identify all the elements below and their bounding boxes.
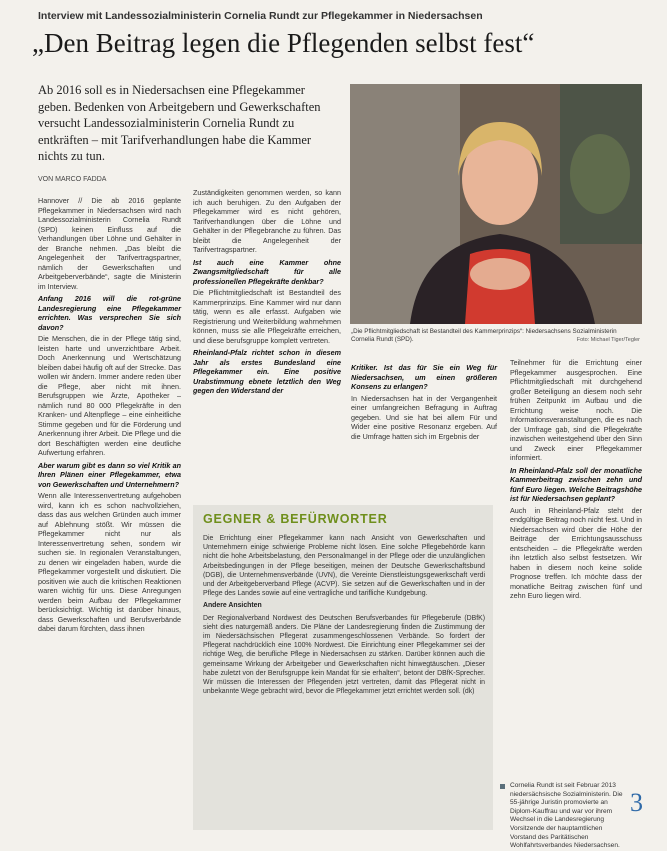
sidebar-paragraph bbox=[203, 614, 485, 697]
interview-paragraph: Zuständigkeiten genommen werden, so kann ich auch beruhigen. Zu den Aufgaben der Pflegekammer wird es nicht gehören, Tarifverhandlungen über die Löhne und Gehälter in der Pflegebranche zu führen. Das bleibt die Angelegenheit der Tarifvertragspartner. bbox=[193, 188, 341, 254]
headline: „Den Beitrag legen die Pflegenden selbst fest“ bbox=[32, 28, 535, 58]
article-column-2 bbox=[193, 188, 341, 500]
interview-question: Rheinland-Pfalz richtet schon in diesem Jahr als erstes Bundesland eine Pflegekammer ein. Eine positive Urabstimmung ebnete letztlich den Weg gegen den Widerstand der bbox=[193, 348, 341, 395]
page-number: 3 bbox=[630, 788, 643, 817]
bio-bullet bbox=[500, 784, 505, 789]
photo-caption: „Die Pflichtmitgliedschaft ist Bestandteil des Kammerprinzips“: Niedersachsens Sozialministerin Cornelia Rundt (SPD). bbox=[351, 328, 617, 343]
interview-paragraph: In Niedersachsen hat in der Vergangenheit einer umfangreichen Befragung in Auftrag gegeben. Und sie hat bei allem Für und Wider eine positive Resonanz ergeben. Auf die Umfrage hatten sich im Ergebnis der bbox=[351, 393, 497, 441]
sidebar-paragraph: Die Errichtung einer Pflegekammer kann nach Ansicht von Gewerkschaften und Unternehmern einige schwierige Probleme nicht lösen. Eine solche Pflegebehörde kann nicht die hohe Arbeitsbelastung, den Personalmangel in der Pflege oder die unzulänglichen Arbeitsbedingungen in der Pflege beseitigen, meinen der Deutsche Gewerkschaftsbund (DGB), die Unternehmensverbände (UVN), die Vereinte Dienstleistungsgewerkschaft verdi und der Arbeitgeberverband Pflege (ACVP). Sie setzen auf die Gewerkschaften und in der Pflege des Landes sowie auf eine vertragliche und tarifliche Kundgebung. bbox=[203, 535, 485, 598]
interview-paragraph: Teilnehmer für die Errichtung einer Pflegekammer ausgesprochen. Eine Pflichtmitgliedschaft mit durchgehend großer Beteiligung an diesem noch sehr frühen Zeitpunkt im Aufbau und die Errichtung weise noch. Die Informationsveranstaltungen, die es nach der Umfrage gab, sind die Pflegekräfte inzwischen weitestgehend über den Sinn und Zweck einer Pflegekammer informiert. bbox=[510, 358, 642, 462]
interview-paragraph: Wenn alle Interessenvertretung aufgehoben wird, kann ich es schon nachvollziehen, dass das aus welchen Gründen auch immer auf Ablehnung stößt. Wir müssen die Pflegekammer nicht nur als Interessenvertretung sehen, sondern wir suchen sie. In regionalen Veranstaltungen, zu denen wir eingeladen haben, wurde die Pflegekammer vorgestellt und diskutiert. Die positiven wie auch die kritischen Reaktionen waren wichtig für uns. Diese Anregungen werden beim Aufbau der Pflegekammer berücksichtigt. Wichtig ist darüber hinaus, dass Gewerkschaften und Berufsverbände dabei darum fürchten, dass ihnen bbox=[38, 491, 181, 633]
interview-question: Anfang 2016 will die rot-grüne Landesregierung eine Pflegekammer errichten. Was versprechen Sie sich davon? bbox=[38, 294, 181, 332]
photo-credit: Foto: Michael Tiger/Tegler bbox=[576, 337, 640, 343]
kicker: Interview mit Landessozialministerin Cornelia Rundt zur Pflegekammer in Niedersachsen bbox=[38, 10, 483, 22]
interview-paragraph: Die Pflichtmitgliedschaft ist Bestandteil des Kammerprinzips. Eine Kammer wird nur dann tätig, wenn es alle erfasst. Aufgaben wie Registrierung und Weiterbildung wahrnehmen können, muss sie alle Pflegekräfte erreichen, und diese berufsgruppe komplett vertreten. bbox=[193, 288, 341, 345]
article-column-4 bbox=[510, 358, 642, 776]
sidebar-box-text bbox=[203, 534, 485, 699]
interview-question: Kritiker. Ist das für Sie ein Weg für Niedersachsen, um einen größeren Konsens zu erlangen? bbox=[351, 363, 497, 391]
interview-question: Aber warum gibt es dann so viel Kritik an Ihren Plänen einer Pflegekammer, etwa von Gewerkschaften und Unternehmern? bbox=[38, 460, 181, 489]
interview-paragraph: Die Menschen, die in der Pflege tätig sind, leisten harte und unverzichtbare Arbeit. Doch Anerkennung und Wertschätzung bleiben dabei häufig oft auf der Strecke. Das wollen wir ändern. Immer andere reden über die Pflege, aber nicht mit ihnen. Berufsgruppen wie Ärzte, Apotheker – nämlich rund 80 000 Pflegekräfte in den Kranken- und Altenpflege – eine einheitliche Stimme gegeben und für die Förderung und Anerkennung ihrer Arbeit. Die Pflege und die dort Beschäftigten werden eine deutliche Aufwertung erfahren. bbox=[38, 334, 181, 457]
sidebar-paragraph-text: Der Regionalverband Nordwest des Deutschen Berufsverbandes für Pflegeberufe (DBfK) sieht dies naturgemäß anders. Die Pläne der Landesregierung finden die Zustimmung der im Niedersächsischen Pflegerat zusammengeschlossenen Verbände. So fordert der Pflegerat nachdrücklich eine 100% Nordwest. Die Einrichtung einer Pflegekammer sei der richtige Weg, die berufliche Pflege in Niedersachsen zu stärken. Darüber können auch die gemeinsame Wirkung der Arbeitgeber und Gewerkschaften nicht hinwegtäuschen. „Dieser habe zuletzt von der Berufsgruppe kein Mandat für sie erhalten“, betont der DBfK-Sprecher. Wir müssen die Interessen der Pflegenden jetzt vertreten, damit das Pflegerat nicht in unbekannte Wege gebracht wird, bevor die Pflegekammer jetzt errichtet werden soll. bbox=[203, 614, 485, 696]
byline: VON MARCO FADDA bbox=[38, 176, 107, 183]
interview-question: In Rheinland-Pfalz soll der monatliche Kammerbeitrag zwischen zehn und fünf Euro liegen. Welche Beitragshöhe ist für Niedersachsen geplant? bbox=[510, 465, 642, 503]
sidebar-subhead: Andere Ansichten bbox=[203, 602, 262, 610]
bio-note: Cornelia Rundt ist seit Februar 2013 niedersächsische Sozialministerin. Die 55-jährige Juristin promovierte an Diplom-Kauffrau und war vor ihrem Wechsel in die Landesregierung Vorsitzende der hauptamtlichen Vorstand des Paritätischen Wohlfahrtsverbandes Niedersachsen. bbox=[510, 782, 623, 850]
interview-paragraph: Hannover // Die ab 2016 geplante Pflegekammer in Niedersachsen wird nach Landessozialministerin Cornelia Rundt (SPD) keinen Einfluss auf die Verhandlungen über Löhne und Gehälter in der Branche nehmen. „Das bleibt die Angelegenheit der Tarifvertragspartner, nämlich der Gewerkschaften und Arbeitgeberverbände“, sagte die Ministerin im Interview. bbox=[38, 196, 181, 291]
sidebar-box-title: GEGNER & BEFÜRWORTER bbox=[203, 512, 388, 526]
article-column-3 bbox=[351, 360, 497, 500]
interview-question: Ist auch eine Kammer ohne Zwangsmitgliedschaft für alle professionellen Pflegekräfte denkbar? bbox=[193, 257, 341, 286]
interview-paragraph: Auch in Rheinland-Pfalz steht der endgültige Beitrag noch nicht fest. Und in Niedersachsen wird über die Höhe der Beiträge der Errichtungsausschuss entscheiden – die Pflegekräfte werden ihn letztlich also selbst festsetzen. Wir haben in diesem noch keine solide Prognose treffen. Ich möchte dass der monatliche Beitrag zwischen fünf und zehn Euro liegen wird. bbox=[510, 505, 642, 600]
article-column-1 bbox=[38, 196, 181, 831]
portrait-photo bbox=[350, 84, 642, 324]
lead-paragraph: Ab 2016 soll es in Niedersachsen eine Pflegekammer geben. Bedenken von Arbeitgebern und Gewerkschaften versucht Landessozialministerin Cornelia Rundt zu entkräften – mit Tarifverhandlungen habe die Kammer nichts zu tun. bbox=[38, 83, 321, 163]
sidebar-signature: (dk) bbox=[462, 688, 475, 696]
